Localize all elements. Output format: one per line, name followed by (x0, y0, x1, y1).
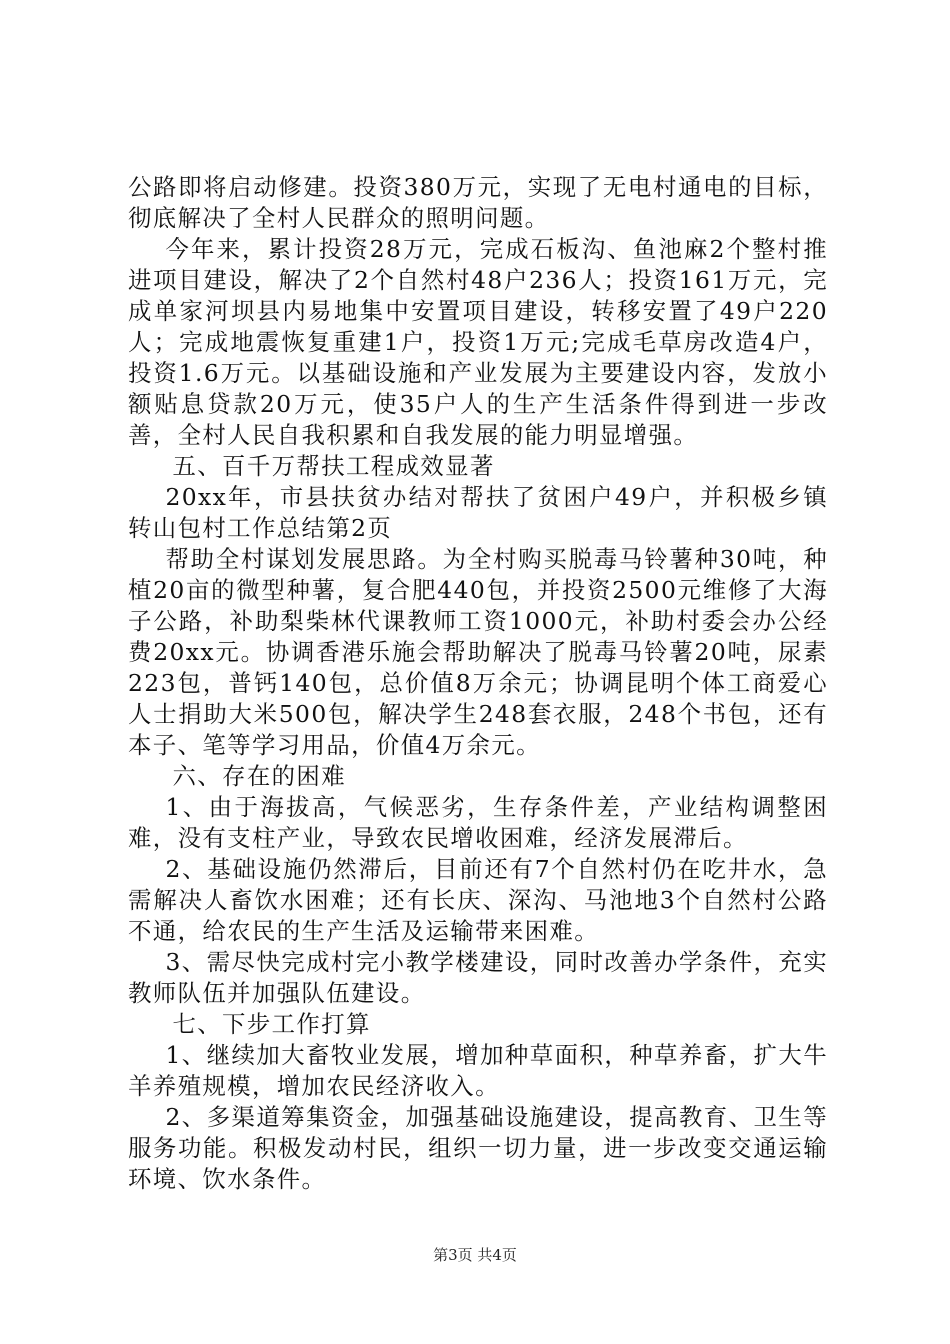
paragraph: 1、由于海拔高，气候恶劣，生存条件差，产业结构调整困难，没有支柱产业，导致农民增收困难，经济发展滞后。 (128, 793, 828, 852)
paragraph: 1、继续加大畜牧业发展，增加种草面积，种草养畜，扩大牛羊养殖规模，增加农民经济收入。 (128, 1041, 828, 1100)
paragraph: 3、需尽快完成村完小教学楼建设，同时改善办学条件，充实教师队伍并加强队伍建设。 (128, 948, 828, 1007)
section-heading: 六、存在的困难 (172, 762, 346, 790)
paragraph: 20xx年，市县扶贫办结对帮扶了贫困户49户，并积极乡镇转山包村工作总结第2页 (128, 483, 828, 542)
page-number-footer: 第3页 共4页 (433, 1246, 517, 1264)
paragraph: 今年来，累计投资28万元，完成石板沟、鱼池麻2个整村推进项目建设，解决了2个自然村48户236人；投资161万元，完成单家河坝县内易地集中安置项目建设，转移安置了49户220人；完成地震恢复重建1户，投资1万元;完成毛草房改造4户，投资1.6万元。以基础设施和产业发展为主要建设内容，发放小额贴息贷款20万元，使35户人的生产生活条件得到进一步改善，全村人民自我积累和自我发展的能力明显增强。 (128, 235, 828, 449)
paragraph: 公路即将启动修建。投资380万元，实现了无电村通电的目标，彻底解决了全村人民群众的照明问题。 (128, 173, 828, 232)
paragraph: 2、基础设施仍然滞后，目前还有7个自然村仍在吃井水，急需解决人畜饮水困难；还有长庆、深沟、马池地3个自然村公路不通，给农民的生产生活及运输带来困难。 (128, 855, 828, 945)
paragraph: 帮助全村谋划发展思路。为全村购买脱毒马铃薯种30吨，种植20亩的微型种薯，复合肥440包，并投资2500元维修了大海子公路，补助梨柴林代课教师工资1000元，补助村委会办公经费20xx元。协调香港乐施会帮助解决了脱毒马铃薯20吨，尿素223包，普钙140包，总价值8万余元；协调昆明个体工商爱心人士捐助大米500包，解决学生248套衣服，248个书包，还有本子、笔等学习用品，价值4万余元。 (128, 545, 828, 759)
paragraph: 2、多渠道筹集资金，加强基础设施建设，提高教育、卫生等服务功能。积极发动村民，组织一切力量，进一步改变交通运输环境、饮水条件。 (128, 1103, 828, 1193)
section-heading: 五、百千万帮扶工程成效显著 (172, 452, 495, 480)
section-heading: 七、下步工作打算 (172, 1010, 371, 1038)
document-body (128, 172, 828, 1195)
